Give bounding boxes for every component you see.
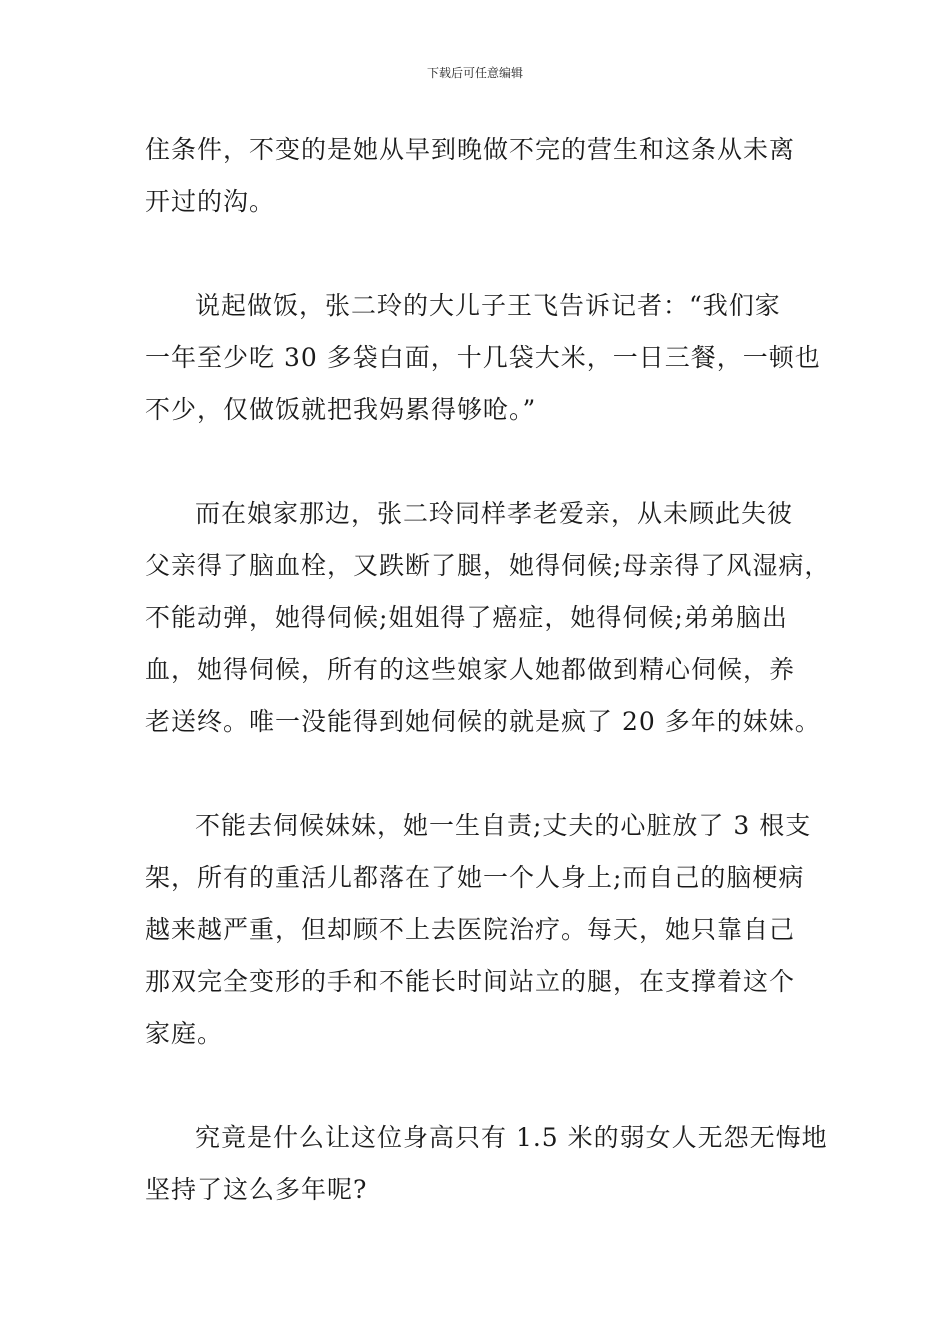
paragraph-line: 架，所有的重活儿都落在了她一个人身上;而自己的脑梗病 xyxy=(145,863,805,892)
paragraph-line: 一年至少吃 30 多袋白面，十几袋大米，一日三餐，一顿也 xyxy=(145,343,821,372)
paragraph-line: 血，她得伺候，所有的这些娘家人她都做到精心伺候，养 xyxy=(145,655,796,684)
paragraph-line: 那双完全变形的手和不能长时间站立的腿，在支撑着这个 xyxy=(145,967,796,996)
paragraph xyxy=(145,488,831,748)
paragraph-line: 坚持了这么多年呢? xyxy=(145,1175,368,1204)
paragraph-line: 老送终。唯一没能得到她伺候的就是疯了 20 多年的妹妹。 xyxy=(145,707,821,736)
paragraph-line: 不能动弹，她得伺候;姐姐得了癌症，她得伺候;弟弟脑出 xyxy=(145,603,788,632)
paragraph-line: 究竟是什么让这位身高只有 1.5 米的弱女人无怨无悔地 xyxy=(195,1123,828,1152)
paragraph xyxy=(145,800,810,1060)
document-body xyxy=(145,124,831,1216)
paragraph-gap xyxy=(145,1060,810,1112)
page-header: 下载后可任意编辑 xyxy=(426,66,523,80)
paragraph xyxy=(145,124,810,228)
paragraph-gap xyxy=(145,228,810,280)
paragraph xyxy=(145,1112,828,1216)
paragraph xyxy=(145,280,821,436)
paragraph-line: 住条件，不变的是她从早到晚做不完的营生和这条从未离 xyxy=(145,135,796,164)
paragraph-line: 不能去伺候妹妹，她一生自责;丈夫的心脏放了 3 根支 xyxy=(195,811,812,840)
paragraph-line: 不少，仅做饭就把我妈累得够呛。” xyxy=(145,395,537,424)
paragraph-gap xyxy=(145,748,810,800)
paragraph-line: 而在娘家那边，张二玲同样孝老爱亲，从未顾此失彼 xyxy=(195,499,794,528)
paragraph-line: 说起做饭，张二玲的大儿子王飞告诉记者：“我们家 xyxy=(195,291,781,320)
paragraph-line: 开过的沟。 xyxy=(145,187,276,216)
paragraph-line: 父亲得了脑血栓，又跌断了腿，她得伺候;母亲得了风湿病， xyxy=(145,551,831,580)
paragraph-gap xyxy=(145,436,810,488)
paragraph-line: 越来越严重，但却顾不上去医院治疗。每天，她只靠自己 xyxy=(145,915,796,944)
paragraph-line: 家庭。 xyxy=(145,1019,224,1048)
